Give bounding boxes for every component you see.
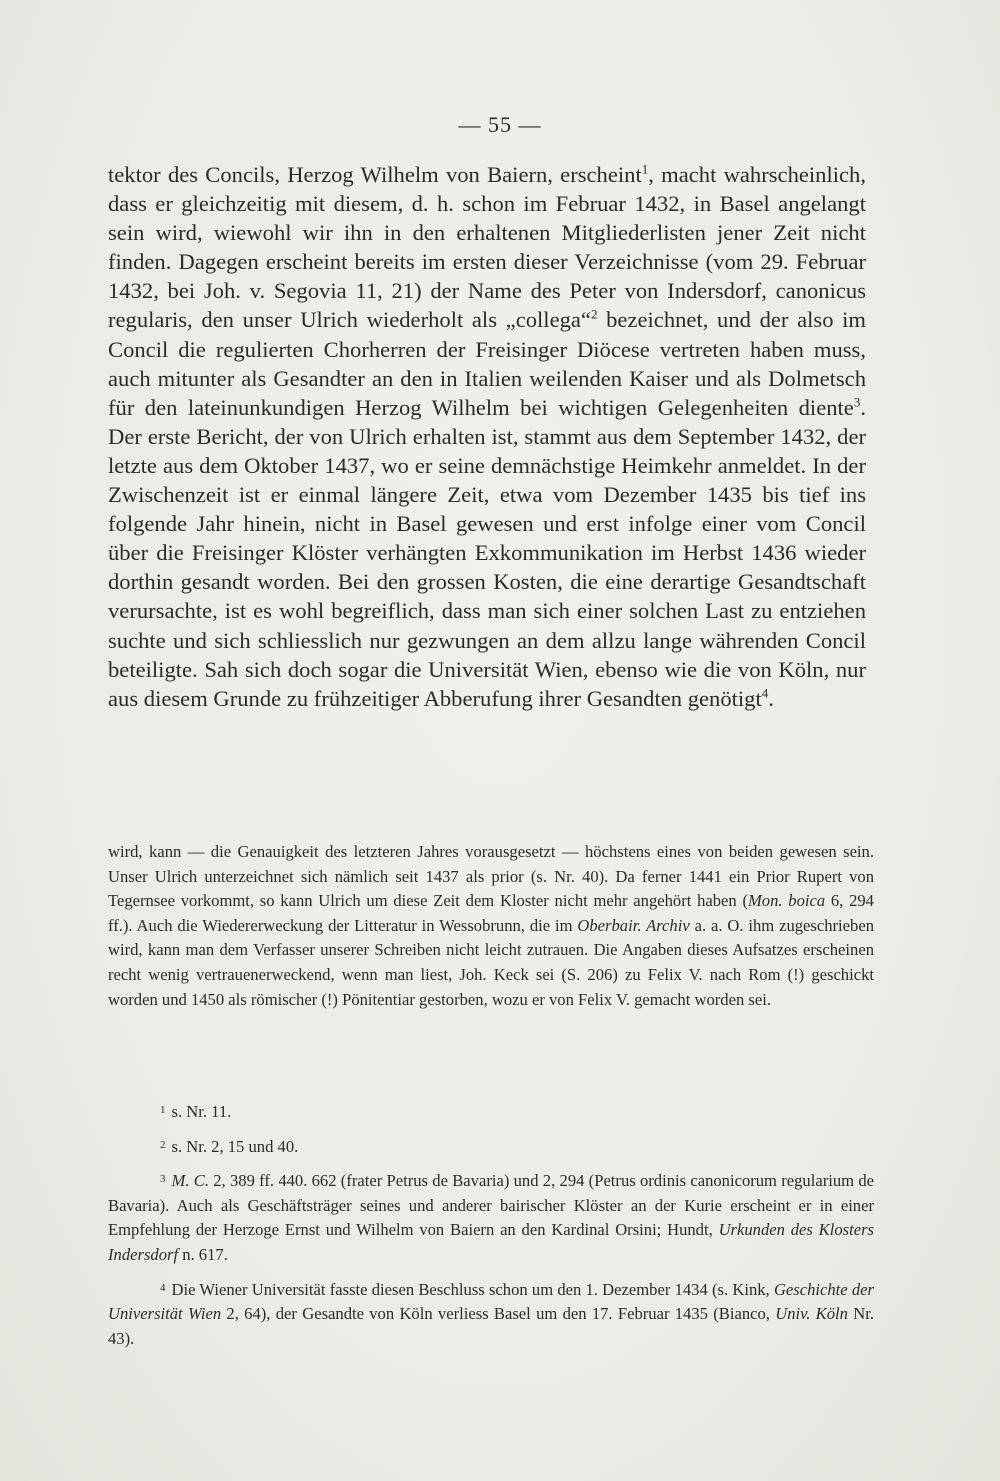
footnote-text-part: a. a. O. ihm zugeschrieben wird, kann man dem Verfasser unserer Schreiben nicht leicht zutrauen. Die Angaben dieses Aufsatzes erscheinen recht wenig vertrauenerweckend, wenn man liest, Joh. Keck sei (S. 206) zu Felix V. nach Rom (!) geschickt worden und 1450 als römischer (!) Pönitentiar gestorben, wozu er von Felix V. gemacht worden sei. [108, 915, 874, 1009]
footnote-text-part: wird, kann — die Genauigkeit des letzteren Jahres vorausgesetzt — höchstens eines von beiden gewesen sein. Unser Ulrich unterzeichnet sich nämlich seit 1437 als prior (s. Nr. 40). Da ferner 1441 ein Prior Rupert von Tegernsee vorkommt, so kann Ulrich um diese Zeit dem Kloster nicht mehr angehört haben ( [108, 842, 874, 911]
main-text-part: tektor des Concils, Herzog Wilhelm von Baiern, erscheint [108, 162, 642, 187]
footnote-1 [108, 1098, 874, 1125]
footnote-text-part: 6, 294 ff.). Auch die Wiedererweckung der Litteratur in Wessobrunn, die im [108, 891, 874, 935]
footnote-citation: M. C. [171, 1171, 209, 1191]
footnote-text-part: n. 617. [178, 1244, 228, 1264]
footnote-ref: 4 [761, 685, 769, 701]
footnote-number: 1 [160, 1104, 166, 1116]
footnote-text-part: Die Wiener Universität fasste diesen Beschluss schon um den 1. Dezember 1434 (s. Kink, [171, 1279, 774, 1299]
footnote-citation: Mon. boica [747, 891, 826, 911]
footnote-4 [108, 1276, 874, 1352]
footnote-continuation-text [108, 840, 874, 1012]
footnote-ref: 2 [590, 306, 598, 322]
footnote-ref: 1 [641, 161, 649, 177]
main-text-part: . Der erste Bericht, der von Ulrich erhalten ist, stammt aus dem September 1432, der letzte aus dem Oktober 1437, wo er seine demnächstige Heimkehr anmeldet. In der Zwischenzeit ist er einmal längere Zeit, etwa vom Dezember 1435 bis tief ins folgende Jahr hinein, nicht in Basel gewesen und erst infolge einer vom Concil über die Freisinger Klöster verhängten Exkommunikation im Herbst 1436 wieder dorthin gesandt worden. Bei den grossen Kosten, die eine derartige Gesandtschaft verursachte, ist es wohl begreiflich, dass man sich einer solchen Last zu entziehen suchte und sich schliesslich nur gezwungen an dem allzu lange währenden Concil beteiligte. Sah sich doch sogar die Universität Wien, ebenso wie die von Köln, nur aus diesem Grunde zu frühzeitiger Abberufung ihrer Gesandten genötigt [108, 394, 866, 711]
footnote-number: 3 [160, 1173, 166, 1186]
main-text-part: bezeichnet, und der also im Concil die regulierten Chorherren der Freisinger Diöcese vertreten haben muss, auch mitunter als Gesandter an den in Italien weilenden Kaiser und als Dolmetsch für den lateinunkundigen Herzog Wilhelm bei wichtigen Gelegenheiten diente [108, 307, 867, 420]
footnote-text: s. Nr. 11. [171, 1102, 232, 1121]
footnote-number: 2 [160, 1138, 166, 1151]
page-number: — 55 — [458, 112, 542, 137]
footnote-ref: 3 [853, 394, 861, 410]
footnote-text-part: Nr. 43). [108, 1304, 875, 1348]
main-text-part: . [768, 685, 774, 711]
footnote-3 [108, 1167, 874, 1267]
footnote-continuation [108, 840, 874, 1012]
footnote-text-part: 2, 64), der Gesandte von Köln verliess Basel um den 17. Februar 1435 (Bianco, [221, 1304, 776, 1324]
main-text-part: , macht wahrscheinlich, dass er gleichzeitig mit diesem, d. h. schon im Februar 1432, in Basel angelangt sein wird, wiewohl wir ihn in den erhaltenen Mitgliederlisten jener Zeit nicht finden. Dagegen erscheint bereits im ersten dieser Verzeichnisse (vom 29. Februar 1432, bei Joh. v. Segovia 11, 21) der Name des Peter von Indersdorf, canonicus regularis, den unser Ulrich wiederholt als „collega“ [108, 162, 866, 333]
footnotes [108, 1098, 874, 1359]
footnote-text-part: 2, 389 ff. 440. 662 (frater Petrus de Bavaria) und 2, 294 (Petrus ordinis canonicorum regularium de Bavaria). Auch als Geschäftsträger seines und anderer bairischer Klöster an der Kurie erscheint er in einer Empfehlung der Herzoge Ernst und Wilhelm von Baiern an den Kardinal Orsini; Hundt, [108, 1171, 874, 1240]
footnote-citation: Geschichte der Universität Wien [108, 1279, 874, 1324]
footnote-citation: Univ. Köln [775, 1304, 848, 1324]
footnote-citation: Oberbair. Archiv [577, 915, 690, 935]
main-text [108, 160, 866, 713]
footnote-text: s. Nr. 2, 15 und 40. [171, 1136, 299, 1156]
footnote-citation: Urkunden des Klosters Indersdorf [108, 1220, 874, 1264]
footnote-number: 4 [160, 1281, 166, 1294]
main-paragraph [108, 160, 866, 713]
footnote-2 [108, 1133, 874, 1160]
